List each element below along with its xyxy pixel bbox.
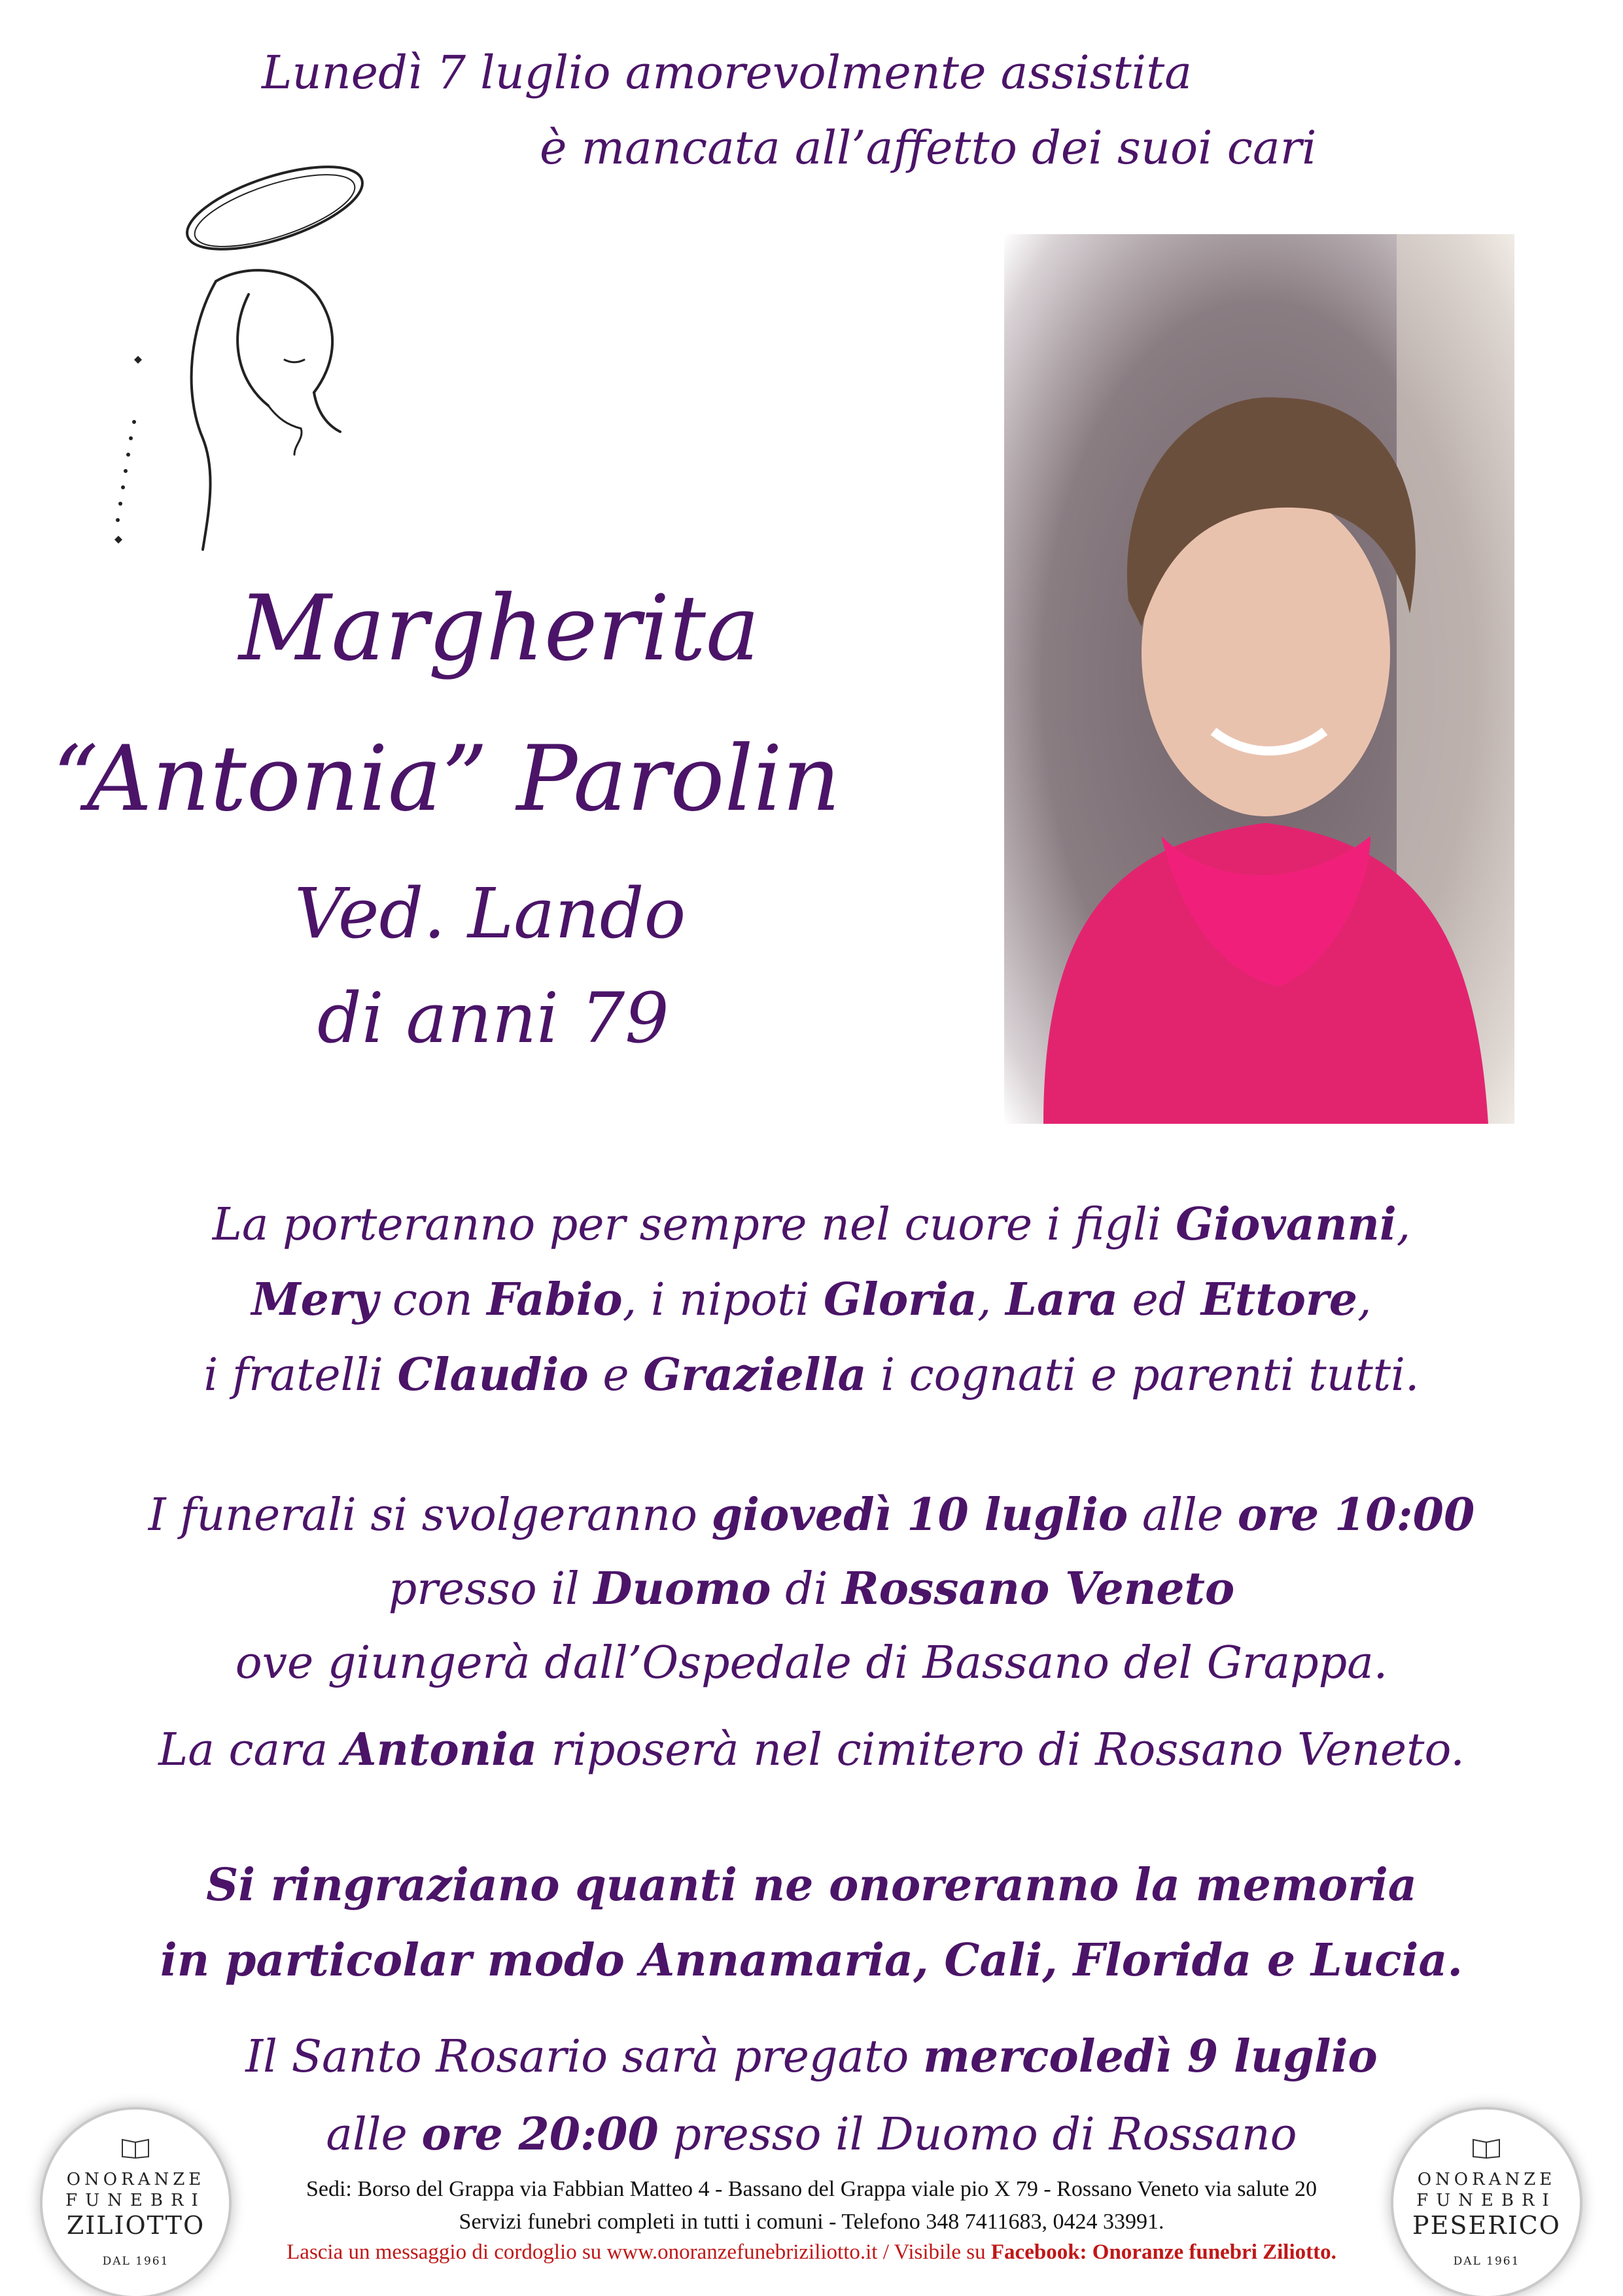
footer-website-link[interactable]: Lascia un messaggio di cordoglio su www.onoranzefunebriziliotto.it / Visibile su bbox=[287, 2240, 991, 2264]
funeral-origin: ove giungerà dall’Ospedale di Bassano del Grappa. bbox=[235, 1637, 1388, 1689]
family-text: , bbox=[1396, 1199, 1411, 1251]
rosary-time: ore 20:00 bbox=[421, 2108, 659, 2161]
family-paragraph bbox=[0, 1187, 1623, 1413]
footer-addresses: Sedi: Borso del Grappa via Fabbian Matteo 4 - Bassano del Grappa viale pio X 79 - Rossano Veneto via salute 20 bbox=[305, 2177, 1318, 2201]
funeral-text: presso il bbox=[388, 1563, 594, 1615]
funeral-time: ore 10:00 bbox=[1237, 1489, 1475, 1541]
cemetery-text: La cara bbox=[158, 1724, 342, 1776]
logo-line: ONORANZE bbox=[1417, 2170, 1556, 2189]
logo-since: DAL 1961 bbox=[102, 2255, 169, 2268]
logo-line: FUNEBRI bbox=[1416, 2191, 1557, 2210]
family-name: Claudio bbox=[397, 1349, 589, 1401]
logo-line: FUNEBRI bbox=[65, 2191, 206, 2210]
cemetery-name: Antonia bbox=[341, 1724, 538, 1776]
family-text: La porteranno per sempre nel cuore i figli bbox=[212, 1199, 1176, 1251]
book-icon bbox=[120, 2136, 151, 2159]
family-text: , i nipoti bbox=[622, 1274, 824, 1326]
thanks-line-1: Si ringraziano quanti ne onoreranno la memoria bbox=[206, 1859, 1417, 1911]
funeral-text: di bbox=[771, 1563, 843, 1615]
widow-of: Ved. Lando bbox=[294, 873, 686, 954]
deceased-first-name: Margherita bbox=[239, 576, 760, 681]
funeral-text: alle bbox=[1128, 1489, 1238, 1541]
logo-line: ONORANZE bbox=[66, 2170, 205, 2189]
footer-message bbox=[0, 2240, 1623, 2265]
family-name: Gloria bbox=[823, 1274, 977, 1326]
family-text: con bbox=[378, 1274, 487, 1326]
footer-facebook-link[interactable]: Facebook: Onoranze funebri Ziliotto. bbox=[990, 2240, 1336, 2264]
family-name: Fabio bbox=[487, 1274, 623, 1326]
family-text: e bbox=[588, 1349, 644, 1401]
logo-brand: ZILIOTTO bbox=[66, 2211, 205, 2240]
family-text: i cognati e parenti tutti. bbox=[866, 1349, 1420, 1401]
footer-contacts: Servizi funebri completi in tutti i comuni - Telefono 348 7411683, 0424 33991. bbox=[459, 2210, 1164, 2234]
deceased-full-name: “Antonia” Parolin bbox=[52, 726, 841, 831]
book-icon bbox=[1471, 2136, 1502, 2159]
family-name: Mery bbox=[251, 1274, 379, 1326]
age: di anni 79 bbox=[317, 978, 669, 1058]
cemetery-text: riposerà nel cimitero di Rossano Veneto. bbox=[537, 1724, 1465, 1776]
family-text: ed bbox=[1117, 1274, 1201, 1326]
family-name: Giovanni bbox=[1176, 1198, 1397, 1251]
family-text: , bbox=[977, 1274, 1006, 1326]
rosary-text: presso il Duomo di Rossano bbox=[658, 2109, 1297, 2161]
logo-since: DAL 1961 bbox=[1453, 2255, 1520, 2268]
rosary-paragraph bbox=[0, 2018, 1623, 2174]
rosary-text: Il Santo Rosario sarà pregato bbox=[245, 2031, 923, 2083]
intro-line-1: Lunedì 7 luglio amorevolmente assistita bbox=[262, 46, 1192, 99]
intro-line-2: è mancata all’affetto dei suoi cari bbox=[540, 121, 1317, 175]
thanks-paragraph bbox=[0, 1848, 1623, 1998]
family-name: Graziella bbox=[643, 1349, 867, 1401]
funeral-text: I funerali si svolgeranno bbox=[148, 1489, 712, 1541]
funeral-paragraph bbox=[0, 1478, 1623, 1700]
funeral-town: Rossano Veneto bbox=[842, 1563, 1235, 1615]
funeral-date: giovedì 10 luglio bbox=[711, 1489, 1128, 1541]
logo-brand: PESERICO bbox=[1412, 2211, 1561, 2240]
peserico-logo bbox=[1393, 2110, 1580, 2296]
family-text: i fratelli bbox=[203, 1349, 398, 1401]
angel-drawing bbox=[52, 131, 445, 563]
rosary-text: alle bbox=[326, 2109, 422, 2161]
family-name: Ettore bbox=[1200, 1274, 1358, 1326]
ziliotto-logo bbox=[43, 2110, 229, 2296]
funeral-church: Duomo bbox=[593, 1563, 771, 1615]
rosary-date: mercoledì 9 luglio bbox=[922, 2030, 1378, 2083]
thanks-line-2: in particolar modo Annamaria, Cali, Florida e Lucia. bbox=[160, 1934, 1463, 1987]
family-name: Lara bbox=[1005, 1274, 1118, 1326]
cemetery-line bbox=[0, 1724, 1623, 1776]
family-text: , bbox=[1357, 1274, 1372, 1326]
portrait-photo bbox=[1004, 234, 1514, 1124]
